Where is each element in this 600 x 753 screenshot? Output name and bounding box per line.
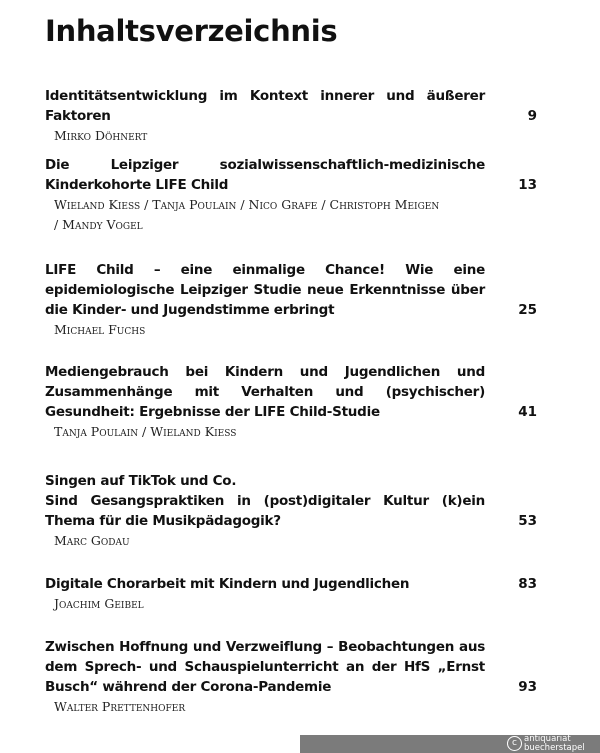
- toc-entry: [45, 260, 537, 340]
- entry-page: 83: [518, 576, 537, 592]
- toc-entry: [45, 86, 537, 146]
- watermark-text: [524, 735, 585, 752]
- entry-title: LIFE Child – eine einmalige Chance! Wie eine epidemiologische Leipziger Studie neue Erkenntnisse über die Kinder- und Jugendstimme erbringt: [45, 262, 485, 318]
- entry-page: 41: [518, 404, 537, 420]
- entry-authors: Tanja Poulain / Wieland Kiess: [54, 424, 237, 439]
- entry-page: 93: [518, 679, 537, 695]
- entry-title-line-1: Singen auf TikTok und Co.: [45, 473, 237, 489]
- entry-authors: Joachim Geibel: [54, 596, 144, 611]
- entry-page: 25: [518, 302, 537, 318]
- entry-title: Mediengebrauch bei Kindern und Jugendlichen und Zusammenhänge mit Verhalten und (psychischer) Gesundheit: Ergebnisse der LIFE Child-Studie: [45, 364, 485, 420]
- page-title: Inhaltsverzeichnis: [45, 14, 338, 48]
- watermark-line-1: antiquariat: [524, 734, 571, 744]
- entry-authors: Marc Godau: [54, 533, 130, 548]
- entry-authors: Mirko Döhnert: [54, 128, 148, 143]
- entry-title: Digitale Chorarbeit mit Kindern und Jugendlichen: [45, 576, 410, 592]
- watermark-line-2: buecherstapel: [524, 742, 585, 753]
- entry-title: Identitätsentwicklung im Kontext innerer und äußerer Faktoren: [45, 88, 485, 124]
- toc-entry: [45, 574, 537, 614]
- entry-authors: Walter Prettenhofer: [54, 699, 186, 714]
- entry-title: Die Leipziger sozialwissenschaftlich-medizinische Kinderkohorte LIFE Child: [45, 157, 485, 193]
- toc-entry: [45, 637, 537, 717]
- entry-title-line-2: Sind Gesangspraktiken in (post)digitaler Kultur (k)ein Thema für die Musikpädagogik?: [45, 493, 485, 529]
- entry-page: 13: [518, 177, 537, 193]
- entry-page: 53: [518, 513, 537, 529]
- toc-entry: [45, 471, 537, 551]
- copyright-icon: c: [507, 736, 522, 751]
- entry-authors: Wieland Kiess / Tanja Poulain / Nico Grafe / Christoph Meigen / Mandy Vogel: [54, 197, 440, 232]
- toc-entry: [45, 362, 537, 442]
- entry-title: Zwischen Hoffnung und Verzweiflung – Beobachtungen aus dem Sprech- und Schauspielunterricht an der HfS „Ernst Busch“ während der Corona-Pandemie: [45, 639, 485, 695]
- entry-page: 9: [527, 108, 537, 124]
- entry-authors: Michael Fuchs: [54, 322, 146, 337]
- watermark: [300, 735, 600, 753]
- toc-entry: [45, 155, 537, 235]
